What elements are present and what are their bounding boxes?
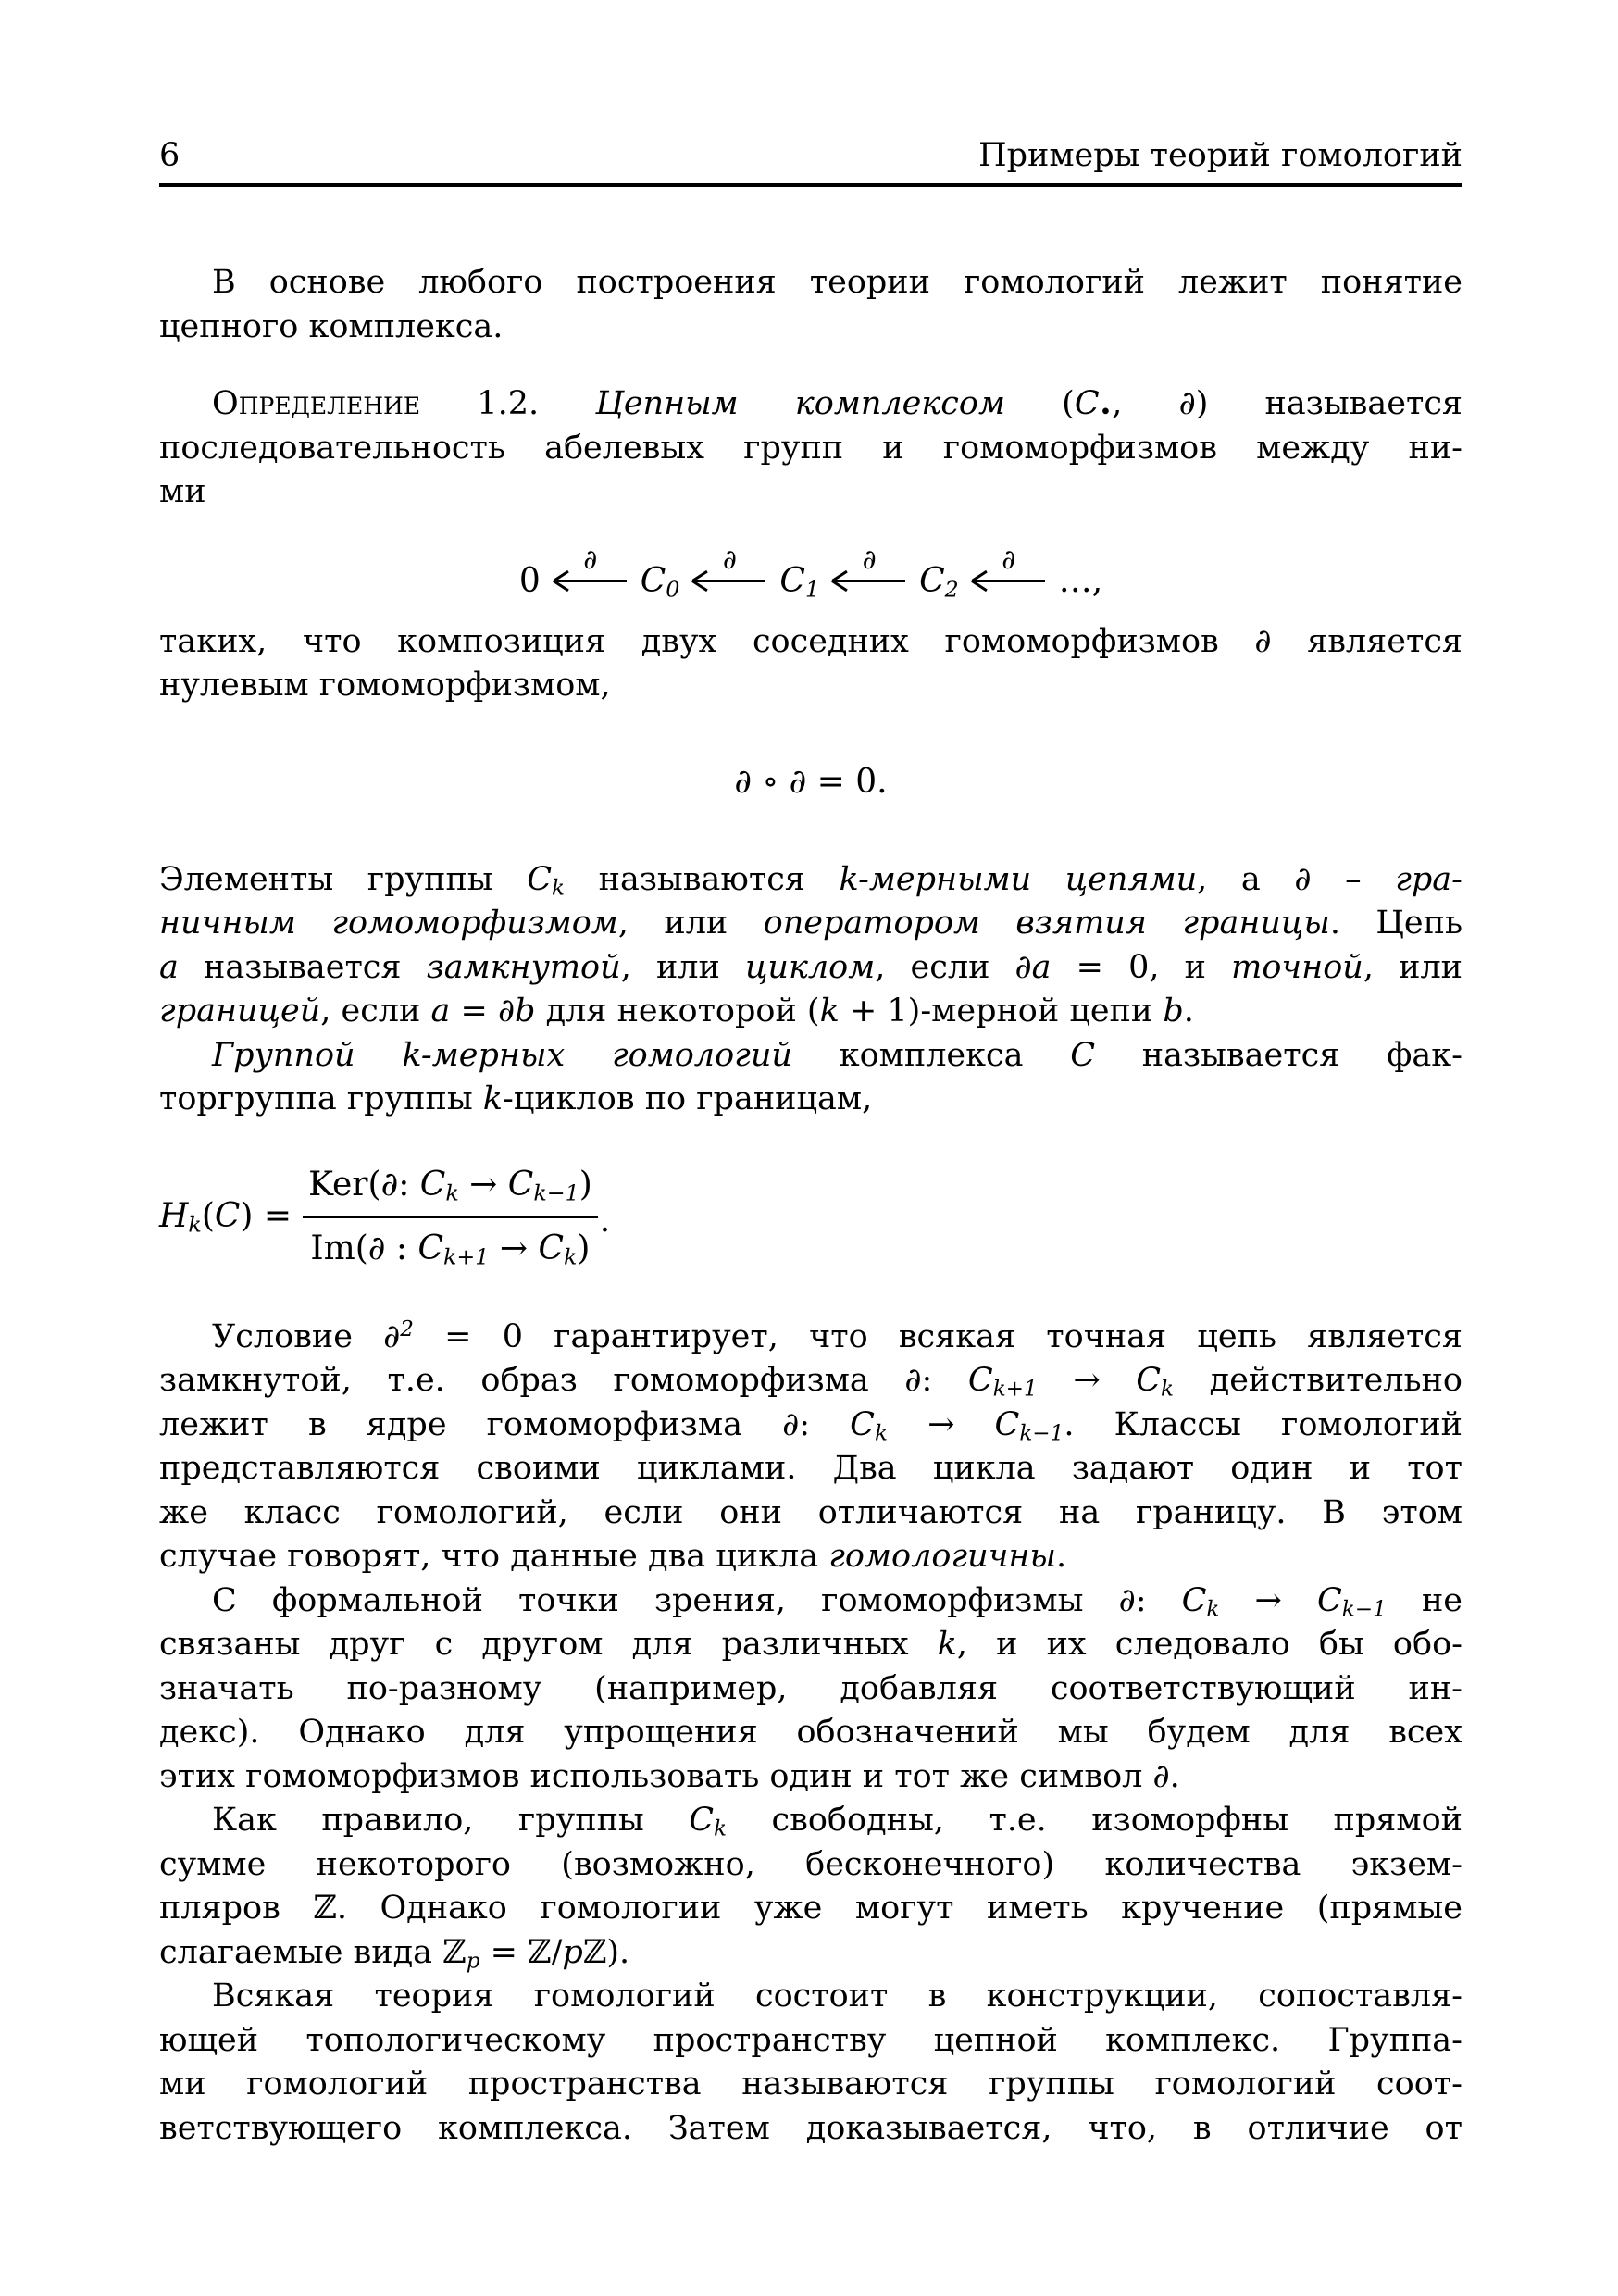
text-run: = 0, и <box>1051 948 1232 986</box>
text-run: : <box>385 1229 418 1267</box>
text-run: Цепным комплексом <box>595 385 1005 422</box>
text-run: , <box>1112 385 1179 422</box>
text-run: a <box>430 992 451 1029</box>
text-line <box>159 1755 1462 1800</box>
text-run: , а <box>1197 860 1295 898</box>
text-run: сумме некоторого (возможно, бесконечного) количества экзем- <box>159 1845 1462 1883</box>
text-run: же класс гомологий, если они отличаются на границу. В этом <box>159 1493 1462 1531</box>
text-line <box>159 1491 1462 1536</box>
text-run: ветствующего комплекса. Затем доказывается, что, в отличие от <box>159 2109 1462 2147</box>
chain-term <box>640 561 680 603</box>
text-run: , или <box>1363 948 1463 986</box>
left-arrow <box>693 543 765 582</box>
text-run: : <box>398 1165 420 1204</box>
text-run: $C_k$ <box>538 1229 578 1270</box>
text-run: является <box>1271 622 1463 660</box>
text-run: ∂$^2$ <box>383 1316 414 1355</box>
text-run: ) <box>579 1165 592 1204</box>
text-run: Условие <box>212 1317 384 1355</box>
text-run: ∂ <box>1152 1757 1170 1795</box>
display-formula <box>159 1163 610 1271</box>
text-run: ) <box>577 1229 591 1267</box>
text-run: = 0 гарантирует, что всякая точная цепь является <box>413 1317 1462 1355</box>
text-run: $C_k$ <box>689 1802 728 1841</box>
text-run: Ker( <box>308 1165 381 1204</box>
text-run: ∂ <box>367 1229 386 1267</box>
paragraph <box>159 1799 1462 1975</box>
text-run: a <box>159 948 179 986</box>
text-run: $C_k$ <box>1181 1581 1220 1622</box>
chain-term-letter: C <box>919 561 945 600</box>
subscript: • <box>1099 400 1113 425</box>
text-run: значать по-разному (например, добавляя соответствующий ин- <box>159 1669 1462 1707</box>
paragraph <box>159 261 1462 349</box>
text-run: называются <box>565 860 840 898</box>
text-line <box>159 1931 1462 1976</box>
text-run: → <box>1037 1362 1137 1399</box>
text-run: ничным гомоморфизмом <box>159 905 618 942</box>
text-line <box>159 990 1462 1034</box>
text-line <box>159 902 1462 946</box>
text-run: ) называется <box>1195 385 1463 422</box>
text-line <box>159 858 1462 903</box>
chain-term <box>919 561 959 603</box>
text-run: . Классы гомологий <box>1064 1405 1462 1443</box>
text-run: замкнутой <box>426 948 621 986</box>
partial-derivative-label: ∂ <box>862 543 877 575</box>
text-line <box>159 1447 1462 1491</box>
text-line <box>159 306 1462 350</box>
paragraph <box>159 858 1462 1034</box>
subscript: 1 <box>804 576 820 603</box>
text-run: ℤ). <box>582 1933 630 1971</box>
text-run: → <box>489 1229 539 1267</box>
subscript: k <box>552 876 566 901</box>
text-run: → <box>887 1405 995 1443</box>
text-run: ) = <box>240 1197 292 1235</box>
partial-derivative-label: ∂ <box>1002 543 1016 575</box>
text-run: : <box>1135 1581 1182 1619</box>
text-run: ∂ <box>1254 622 1272 660</box>
subscript: k <box>1206 1597 1220 1622</box>
equation <box>159 1163 610 1271</box>
text-line <box>159 427 1462 471</box>
text-run: $C_{k-1}$ <box>507 1165 579 1206</box>
chain-term <box>779 561 820 603</box>
subscript: k+1 <box>442 1243 490 1270</box>
text-run: оператором взятия границы <box>763 905 1330 942</box>
text-run: границей <box>159 992 321 1029</box>
text-line <box>159 261 1462 306</box>
text-run: Всякая теория гомологий состоит в конструкции, сопоставля- <box>212 1978 1462 2015</box>
paragraph <box>159 382 1462 515</box>
paragraph <box>159 1316 1462 1579</box>
chain-complex-row <box>518 543 1103 603</box>
text-run: свободны, т.е. изоморфны прямой <box>727 1802 1462 1839</box>
text-run: гра- <box>1395 860 1462 898</box>
text-run: ∂ <box>904 1362 922 1399</box>
text-line <box>159 1316 1462 1360</box>
text-run: таких, что композиция двух соседних гомоморфизмов <box>159 622 1255 660</box>
text-run: замкнутой, т.е. образ гомоморфизма <box>159 1362 905 1399</box>
text-run: связаны друг с другом для различных <box>159 1626 938 1663</box>
text-line <box>159 1579 1462 1624</box>
header-rule <box>159 183 1462 187</box>
text-line <box>159 1404 1462 1448</box>
subscript: k <box>445 1179 459 1206</box>
text-run: называется фак- <box>1095 1036 1462 1074</box>
text-run: ∂ <box>380 1165 399 1204</box>
text-run: торгруппа группы <box>159 1080 483 1117</box>
subscript: k+1 <box>992 1377 1038 1402</box>
page-content <box>159 137 1462 2151</box>
text-run: → <box>458 1165 508 1204</box>
text-line <box>159 1078 1462 1122</box>
text-run: представляются своими циклами. Два цикла задают один и тот <box>159 1450 1462 1487</box>
text-run: = <box>450 992 498 1029</box>
text-run: В основе любого построения теории гомологий лежит понятие <box>212 264 1462 301</box>
text-run: ∂ <box>1294 860 1312 898</box>
text-run: цепного комплекса. <box>159 307 504 345</box>
text-run: : <box>799 1405 851 1443</box>
text-run: слагаемые вида <box>159 1933 443 1971</box>
text-run: ми <box>159 473 206 510</box>
display-formula <box>159 520 1462 604</box>
text-run: $C_k$ <box>1136 1362 1175 1402</box>
text-run: $C_•$ <box>1074 385 1113 425</box>
text-run: ∂ <box>782 1405 800 1443</box>
text-run: C <box>214 1197 241 1235</box>
text-run: лежит в ядре гомоморфизма <box>159 1405 783 1443</box>
chain-term-letter: C <box>640 561 666 600</box>
text-run: . <box>1056 1538 1067 1575</box>
left-arrow <box>973 543 1045 582</box>
fraction-numerator <box>303 1163 598 1216</box>
text-run: ( <box>201 1197 215 1235</box>
text-run: ( <box>1004 385 1075 422</box>
running-title: Примеры теорий гомологий <box>978 137 1462 174</box>
paragraph <box>159 1579 1462 1800</box>
text-run: для некоторой ( <box>535 992 820 1029</box>
subscript: k <box>714 1816 728 1841</box>
text-run: Группой k-мерных гомологий <box>212 1036 792 1074</box>
subscript: k <box>564 1243 578 1270</box>
text-run: ∂ <box>789 762 807 801</box>
text-run: пляров ℤ. Однако гомологии уже могут иметь кручение (прямые <box>159 1890 1462 1927</box>
partial-derivative-label: ∂ <box>583 543 598 575</box>
subscript: p <box>466 1949 480 1974</box>
fraction <box>303 1163 598 1271</box>
text-run: ∂ <box>1178 385 1196 422</box>
text-run: называется <box>178 948 427 986</box>
chain-start-term: 0 <box>518 561 541 600</box>
text-line <box>159 620 1462 665</box>
partial-derivative-label: ∂ <box>722 543 737 575</box>
text-run: ℤ$_p$ <box>442 1933 480 1974</box>
display-formula <box>159 760 1462 805</box>
text-run: ∂ <box>1118 1581 1136 1619</box>
text-line <box>159 1667 1462 1712</box>
text-run: $C_k$ <box>419 1165 459 1206</box>
text-run: нулевым гомоморфизмом, <box>159 667 611 704</box>
page-number: 6 <box>159 137 180 174</box>
subscript: k <box>188 1211 202 1238</box>
text-run: не <box>1386 1581 1463 1619</box>
paragraph <box>159 1034 1462 1122</box>
text-run: , или <box>620 948 745 986</box>
text-run: -циклов по границам, <box>503 1080 873 1117</box>
paragraph <box>159 620 1462 708</box>
text-run: k-мерными цепями <box>839 860 1198 898</box>
text-run: + 1)-мерной цепи <box>839 992 1164 1029</box>
text-run: p <box>562 1933 583 1971</box>
left-arrow <box>554 543 627 582</box>
equation-lhs <box>159 1194 292 1239</box>
page-header <box>159 137 1462 174</box>
text-run: . Цепь <box>1329 905 1463 942</box>
text-line <box>159 1034 1462 1079</box>
subscript: k <box>874 1421 888 1446</box>
text-run: $C_{k-1}$ <box>1317 1581 1387 1622</box>
text-line <box>159 2019 1462 2064</box>
text-line <box>159 946 1462 991</box>
left-arrow <box>833 543 905 582</box>
chain-tail: …, <box>1058 561 1103 600</box>
text-run: ющей топологическому пространству цепной комплекс. Группа- <box>159 2021 1462 2059</box>
text-run: $C_k$ <box>850 1405 888 1446</box>
subscript: k−1 <box>1019 1421 1064 1446</box>
text-line <box>159 470 1462 515</box>
text-run: . <box>1183 992 1194 1029</box>
text-run: $C_{k+1}$ <box>417 1229 490 1270</box>
text-line <box>159 1623 1462 1667</box>
text-run: – <box>1311 860 1396 898</box>
text-run: $H_k$ <box>159 1197 202 1238</box>
subscript: 0 <box>666 576 680 603</box>
subscript: k−1 <box>1341 1597 1387 1622</box>
text-line <box>159 1843 1462 1888</box>
text-run: С формальной точки зрения, гомоморфизмы <box>212 1581 1119 1619</box>
text-run: комплекса <box>791 1036 1071 1074</box>
text-run: Определение 1.2. <box>212 385 540 422</box>
text-run: k <box>937 1626 957 1663</box>
text-line <box>159 1975 1462 2019</box>
text-run: = 0. <box>806 762 888 801</box>
text-run: циклом <box>745 948 876 986</box>
text-run: $C_{k+1}$ <box>967 1362 1038 1402</box>
text-run: гомологичны <box>828 1538 1056 1575</box>
text-run: ми гомологий пространства называются группы гомологий соот- <box>159 2065 1462 2103</box>
text-run: Как правило, группы <box>212 1802 690 1839</box>
subscript: 2 <box>944 576 959 603</box>
text-line <box>159 1535 1462 1579</box>
text-line <box>159 1711 1462 1755</box>
text-run: ∂a <box>1014 948 1052 986</box>
text-run: декс). Однако для упрощения обозначений мы будем для всех <box>159 1714 1462 1751</box>
text-line <box>159 2063 1462 2107</box>
text-run: C <box>1070 1036 1096 1074</box>
text-line <box>159 1887 1462 1931</box>
text-run: = ℤ/ <box>479 1933 563 1971</box>
text-line <box>159 382 1462 427</box>
text-run: k <box>482 1080 504 1117</box>
text-run: Элементы группы <box>159 860 528 898</box>
text-line <box>159 1359 1462 1404</box>
text-run: $C_k$ <box>527 860 566 901</box>
paragraph <box>159 1975 1462 2151</box>
subscript: k <box>1161 1377 1175 1402</box>
text-run: случае говорят, что данные два цикла <box>159 1538 829 1575</box>
page-body <box>159 261 1462 2151</box>
text-line <box>159 1799 1462 1843</box>
text-run: , и их следовало бы обо- <box>956 1626 1462 1663</box>
text-run: Im( <box>310 1229 368 1267</box>
text-run: ∂b <box>497 992 536 1029</box>
text-run: последовательность абелевых групп и гомоморфизмов между ни- <box>159 429 1462 467</box>
text-run: $C_{k-1}$ <box>994 1405 1064 1446</box>
text-run: . <box>1169 1757 1180 1795</box>
text-run: k <box>819 992 840 1029</box>
text-run: ∂ <box>734 762 753 801</box>
text-run: , если <box>320 992 431 1029</box>
text-run: ∘ <box>752 762 790 801</box>
text-line <box>159 664 1462 708</box>
superscript: 2 <box>400 1316 414 1341</box>
text-run: : <box>921 1362 968 1399</box>
fraction-denominator <box>305 1218 595 1271</box>
text-run: действительно <box>1174 1362 1462 1399</box>
text-run: , или <box>617 905 764 942</box>
text-run: b <box>1163 992 1184 1029</box>
text-run: , если <box>875 948 1015 986</box>
equation-period: . <box>599 1201 611 1240</box>
chain-term-letter: C <box>779 561 805 600</box>
subscript: k−1 <box>533 1179 579 1206</box>
text-run <box>539 385 595 422</box>
text-line <box>159 2107 1462 2152</box>
text-run: этих гомоморфизмов использовать один и тот же символ <box>159 1757 1153 1795</box>
text-run: точной <box>1231 948 1363 986</box>
text-run: → <box>1219 1581 1318 1619</box>
